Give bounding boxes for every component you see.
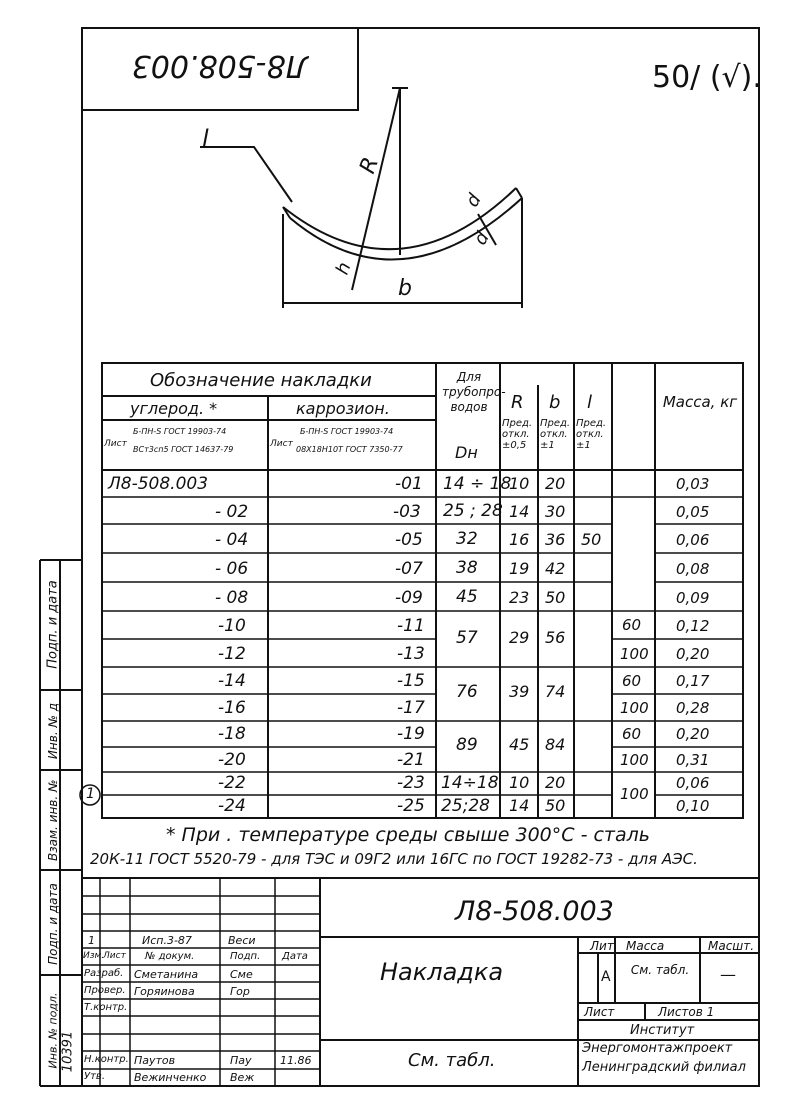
row-4-b: 50 — [545, 588, 566, 607]
header-designation: Обозначение накладки — [150, 370, 372, 391]
sheet-label: Лист — [584, 1005, 615, 1019]
col-izm: Изм. — [83, 951, 105, 961]
person-sign-5: Веж — [230, 1071, 255, 1084]
person-name-1: Горяинова — [134, 985, 195, 998]
person-role-4: Н.контр. — [84, 1054, 129, 1065]
row-12-b: 50 — [545, 796, 566, 815]
row-7-l: 60 — [622, 672, 642, 690]
row-12-dn: 25;28 — [441, 796, 490, 816]
person-role-5: Утв. — [84, 1071, 105, 1082]
row-11-dn: 14÷18 — [441, 773, 499, 793]
row-11-mass: 0,06 — [676, 774, 710, 792]
row-3-R: 19 — [509, 559, 530, 578]
header-sheet-left: Лист — [104, 439, 127, 449]
header-b: b — [549, 392, 561, 413]
side-label-sign-date-2: Подп. и дата — [46, 883, 60, 965]
row-2-corr: -05 — [395, 530, 423, 550]
row-2-b: 36 — [545, 530, 566, 549]
header-mass: Масса, кг — [662, 393, 738, 411]
row-11-carbon: -22 — [218, 773, 246, 793]
rev-doc: Исп.3-87 — [142, 934, 192, 947]
col-sign: Подп. — [230, 951, 261, 962]
row-3-dn: 38 — [456, 558, 478, 578]
row-0-dn: 14 ÷ 18 — [443, 474, 512, 494]
row-0-carbon: Л8-508.003 — [108, 474, 209, 494]
person-role-0: Разраб. — [84, 968, 124, 979]
side-label-replace-inv: Взам. инв. № — [46, 779, 60, 861]
row-0-corr: -01 — [395, 474, 423, 494]
side-label-inv-orig: Инв. № подл. — [46, 992, 60, 1069]
row-2-dn: 32 — [456, 529, 478, 549]
person-role-2: Т.контр. — [84, 1002, 128, 1013]
row-9-l: 60 — [622, 725, 642, 743]
row-10-l: 100 — [620, 751, 649, 769]
row-12-corr: -25 — [397, 796, 425, 816]
row-3-mass: 0,08 — [676, 560, 710, 578]
rev-num: 1 — [88, 934, 95, 947]
row-2-carbon: - 04 — [215, 530, 249, 550]
header-sheet-right: Лист — [270, 439, 293, 449]
header-corrosion: каррозион. — [296, 399, 390, 418]
row-11-corr: -23 — [397, 773, 425, 793]
col-date: Дата — [282, 951, 308, 962]
row-12-R: 14 — [509, 796, 530, 815]
side-inv-number: 10391 — [60, 1030, 76, 1073]
sheets-label: Листов 1 — [658, 1005, 715, 1019]
org-line-2: Энергомонтажпроект — [582, 1041, 733, 1056]
row-5-mass: 0,12 — [676, 617, 710, 635]
org-line-3: Ленинградский филиал — [582, 1060, 746, 1075]
header-tol-R: Пред. откл. ±0,5 — [502, 418, 533, 451]
row-5-R: 29 — [509, 628, 530, 647]
person-date-4: 11.86 — [280, 1054, 312, 1067]
label-b: b — [398, 276, 412, 301]
header-for-pipe: Для трубопро-водов — [442, 370, 506, 414]
row-9-corr: -19 — [397, 724, 425, 744]
row-10-mass: 0,31 — [676, 751, 710, 769]
row-11-R: 10 — [509, 773, 530, 792]
row-1-mass: 0,05 — [676, 503, 710, 521]
row-0-mass: 0,03 — [676, 475, 710, 493]
label-d-2: d — [469, 228, 494, 249]
row-8-carbon: -16 — [218, 698, 246, 718]
row-6-carbon: -12 — [218, 644, 246, 664]
drawing-code-rotated: Л8-508.003 — [131, 48, 309, 83]
row-7-dn: 76 — [456, 682, 478, 702]
row-8-corr: -17 — [397, 698, 425, 718]
lit-header: Лит. — [590, 939, 618, 953]
row-4-corr: -09 — [395, 588, 423, 608]
scale-header: Масшт. — [708, 939, 755, 953]
side-label-inv-dubl: Инв. № д — [46, 702, 60, 760]
header-corr-spec-top: Б-ПН-S ГОСТ 19903-74 — [300, 427, 394, 436]
mass-header: Масса — [626, 939, 665, 953]
row-11-l: 100 — [620, 785, 649, 803]
row-3-carbon: - 06 — [215, 559, 249, 579]
row-6-mass: 0,20 — [676, 645, 710, 663]
rev-sign: Веси — [228, 934, 256, 947]
row-9-b: 84 — [545, 735, 566, 754]
footnote-line-2: 20К-11 ГОСТ 5520-79 - для ТЭС и 09Г2 или 16ГС по ГОСТ 19282-73 - для АЭС. — [90, 850, 698, 868]
material-value: См. табл. — [408, 1050, 496, 1071]
row-5-b: 56 — [545, 628, 566, 647]
row-5-corr: -11 — [397, 616, 425, 636]
change-mark-number: 1 — [86, 786, 95, 802]
row-4-R: 23 — [509, 588, 530, 607]
org-line-1: Институт — [630, 1023, 695, 1038]
row-6-l: 100 — [620, 645, 649, 663]
row-1-R: 14 — [509, 502, 530, 521]
header-carbon: углерод. * — [130, 399, 218, 418]
mass-value: См. табл. — [630, 963, 690, 977]
scale-value: — — [720, 965, 736, 984]
footnote-line-1: * При . температуре среды свыше 300°С - сталь — [166, 824, 650, 846]
col-doc: № докум. — [145, 951, 195, 962]
row-7-corr: -15 — [397, 671, 425, 691]
person-name-4: Паутов — [134, 1054, 176, 1067]
header-R: R — [511, 392, 524, 413]
row-3-b: 42 — [545, 559, 566, 578]
row-7-mass: 0,17 — [676, 672, 710, 690]
header-dn: Dн — [455, 443, 478, 462]
label-l: l — [202, 125, 209, 153]
row-5-carbon: -10 — [218, 616, 246, 636]
lit-value: А — [601, 969, 611, 985]
row-12-carbon: -24 — [218, 796, 246, 816]
row-2-l: 50 — [581, 530, 602, 549]
row-7-b: 74 — [545, 682, 566, 701]
row-9-R: 45 — [509, 735, 530, 754]
row-4-carbon: - 08 — [215, 588, 249, 608]
row-7-carbon: -14 — [218, 671, 246, 691]
row-9-mass: 0,20 — [676, 725, 710, 743]
label-d: d — [461, 190, 486, 211]
row-5-l: 60 — [622, 616, 642, 634]
row-2-R: 16 — [509, 530, 530, 549]
person-sign-0: Сме — [230, 968, 253, 981]
title-doc-code: Л8-508.003 — [455, 896, 614, 927]
person-sign-4: Пау — [230, 1054, 252, 1067]
label-h: h — [331, 259, 356, 278]
row-0-R: 10 — [509, 474, 530, 493]
row-7-R: 39 — [509, 682, 530, 701]
row-2-mass: 0,06 — [676, 531, 710, 549]
row-9-dn: 89 — [456, 735, 478, 755]
row-1-carbon: - 02 — [215, 502, 249, 522]
row-5-dn: 57 — [456, 628, 478, 648]
row-8-l: 100 — [620, 699, 649, 717]
row-9-carbon: -18 — [218, 724, 246, 744]
row-4-mass: 0,09 — [676, 589, 710, 607]
title-name: Накладка — [380, 958, 504, 986]
header-tol-b: Пред. откл. ±1 — [540, 418, 571, 451]
row-1-corr: -03 — [393, 502, 421, 522]
row-8-mass: 0,28 — [676, 699, 710, 717]
row-3-corr: -07 — [395, 559, 423, 579]
person-name-5: Вежинченко — [134, 1071, 207, 1084]
person-sign-1: Гор — [230, 985, 250, 998]
header-corr-spec-bottom: 08Х18Н10Т ГОСТ 7350-77 — [296, 445, 403, 454]
row-10-carbon: -20 — [218, 750, 246, 770]
person-role-1: Провер. — [84, 985, 126, 996]
row-11-b: 20 — [545, 773, 566, 792]
row-4-dn: 45 — [456, 587, 478, 607]
col-list: Лист — [103, 951, 126, 961]
row-0-b: 20 — [545, 474, 566, 493]
row-10-corr: -21 — [397, 750, 425, 770]
header-l: l — [587, 392, 593, 413]
row-1-b: 30 — [545, 502, 566, 521]
header-carbon-spec-bottom: ВСт3сп5 ГОСТ 14637-79 — [133, 445, 234, 454]
row-6-corr: -13 — [397, 644, 425, 664]
side-label-sign-date-1: Подп. и дата — [45, 580, 61, 669]
person-name-0: Сметанина — [134, 968, 199, 981]
row-1-dn: 25 ; 28 — [443, 501, 503, 521]
surface-finish-mark: 50/ (√). — [652, 60, 762, 95]
row-12-mass: 0,10 — [676, 797, 710, 815]
label-R: R — [355, 154, 385, 177]
header-carbon-spec-top: Б-ПН-S ГОСТ 19903-74 — [133, 427, 227, 436]
header-tol-l: Пред. откл. ±1 — [576, 418, 607, 451]
